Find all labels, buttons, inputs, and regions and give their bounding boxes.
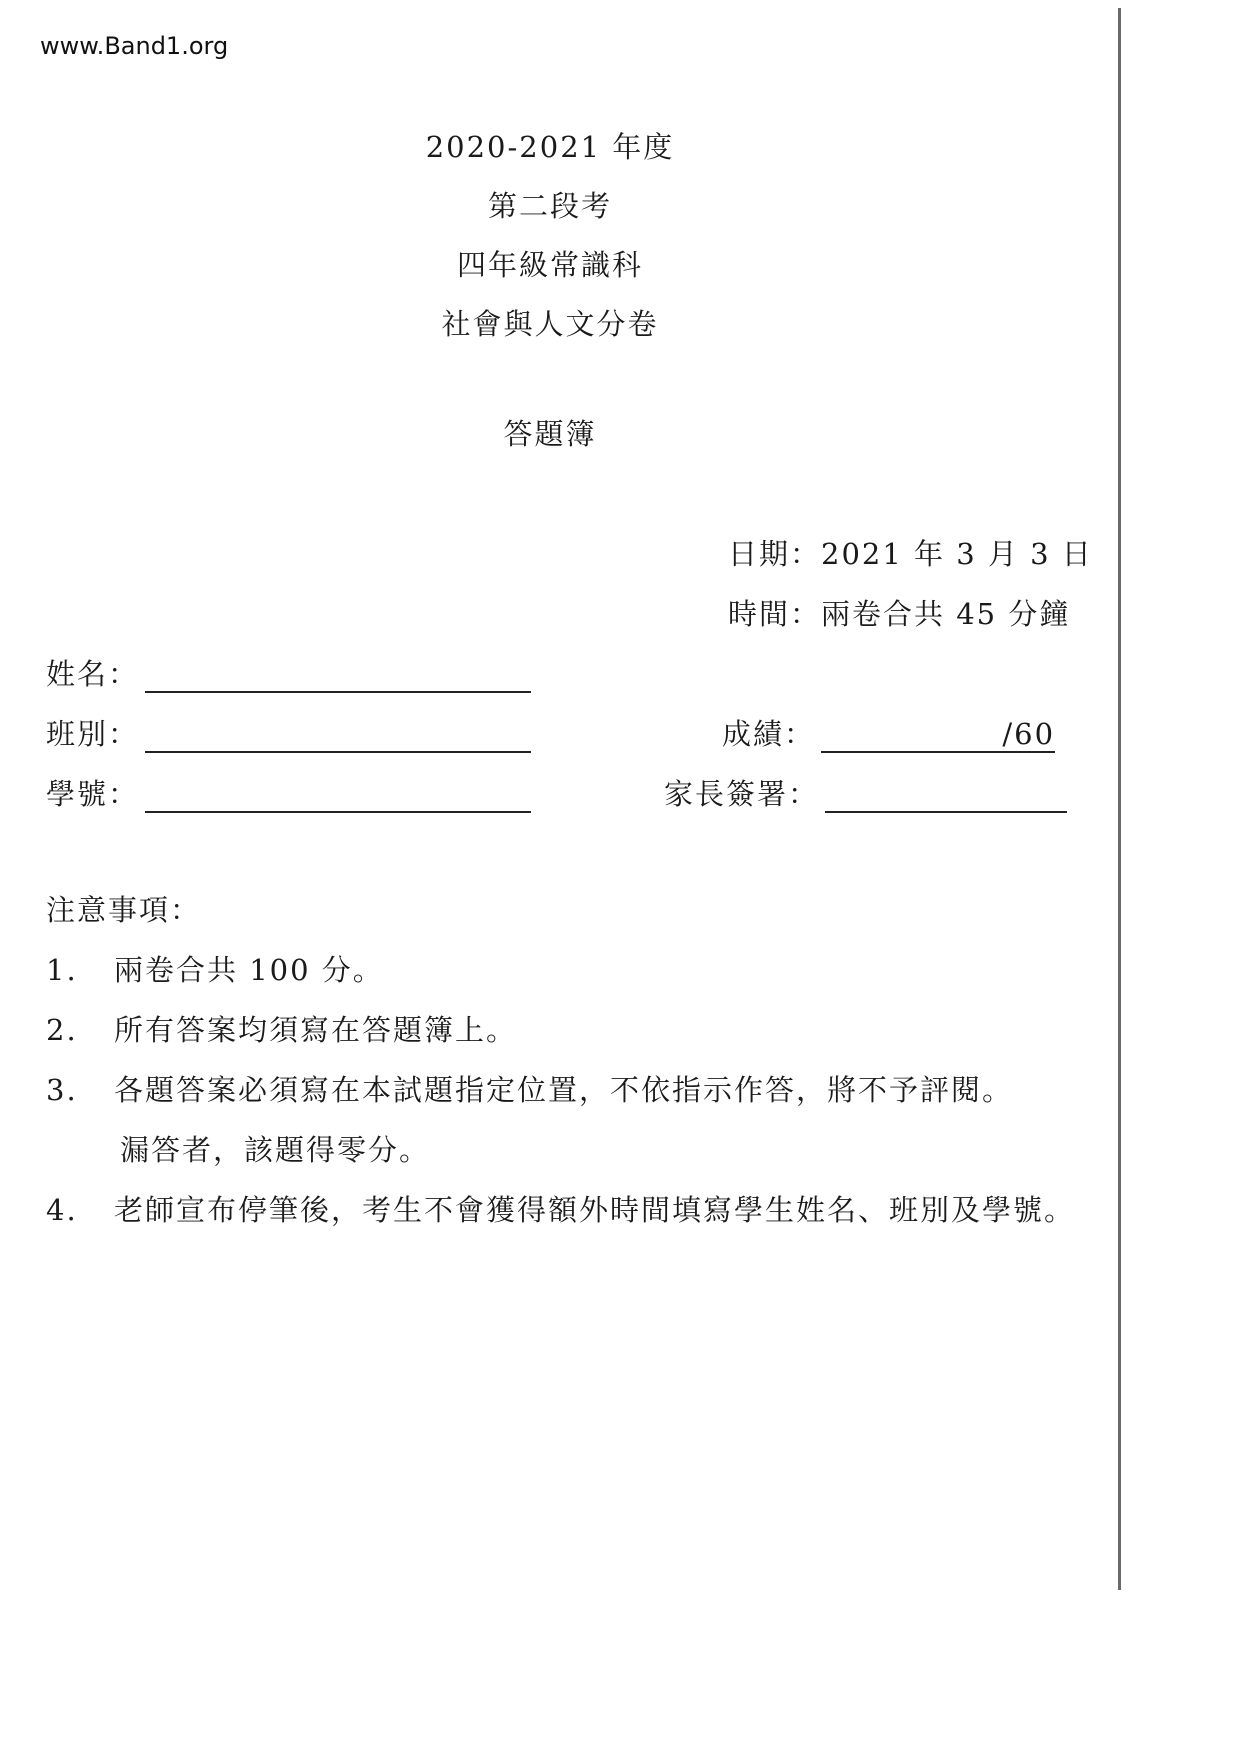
exam-term: 第二段考 (487, 189, 612, 223)
score-label: 成績： (722, 717, 816, 751)
class-field (46, 712, 531, 753)
parent-signature-field (664, 772, 1067, 813)
note-number: 1. (46, 953, 78, 987)
subject-title: 四年級常識科 (456, 248, 643, 282)
watermark: www.Band1.org (40, 32, 229, 60)
name-line[interactable] (145, 659, 531, 693)
note-item (46, 1068, 1013, 1109)
note-text: 各題答案必須寫在本試題指定位置，不依指示作答，將不予評閱。 (114, 1073, 1014, 1107)
name-label: 姓名： (46, 657, 140, 691)
notes-title: 注意事項： (46, 893, 202, 927)
exam-header (0, 118, 1100, 354)
note-number: 3. (46, 1073, 78, 1107)
booklet-title: 答題簿 (503, 417, 597, 451)
parent-signature-line[interactable] (825, 779, 1067, 813)
class-line[interactable] (145, 719, 531, 753)
name-field (46, 652, 531, 693)
note-text: 老師宣布停筆後，考生不會獲得額外時間填寫學生姓名、班別及學號。 (114, 1193, 1076, 1227)
student-number-line[interactable] (145, 779, 531, 813)
exam-date: 日期：2021 年 3 月 3 日 (728, 537, 1093, 571)
note-text: 兩卷合共 100 分。 (114, 953, 384, 987)
note-item (46, 1008, 517, 1049)
exam-time: 時間：兩卷合共 45 分鐘 (728, 597, 1071, 631)
note-item (46, 1188, 1075, 1229)
score-total: /60 (1002, 717, 1056, 751)
note-item (46, 948, 384, 989)
parent-signature-label: 家長簽署： (664, 777, 820, 811)
note-number: 2. (46, 1013, 78, 1047)
score-line[interactable] (821, 719, 1055, 753)
student-number-label: 學號： (46, 777, 140, 811)
note-text: 所有答案均須寫在答題簿上。 (114, 1013, 518, 1047)
note-continuation: 漏答者，該題得零分。 (120, 1133, 431, 1167)
student-number-field (46, 772, 531, 813)
score-field (722, 712, 1055, 753)
class-label: 班別： (46, 717, 140, 751)
school-year: 2020-2021 年度 (425, 130, 675, 164)
note-number: 4. (46, 1193, 78, 1227)
page-edge (1118, 8, 1121, 1590)
paper-title: 社會與人文分卷 (441, 307, 659, 341)
